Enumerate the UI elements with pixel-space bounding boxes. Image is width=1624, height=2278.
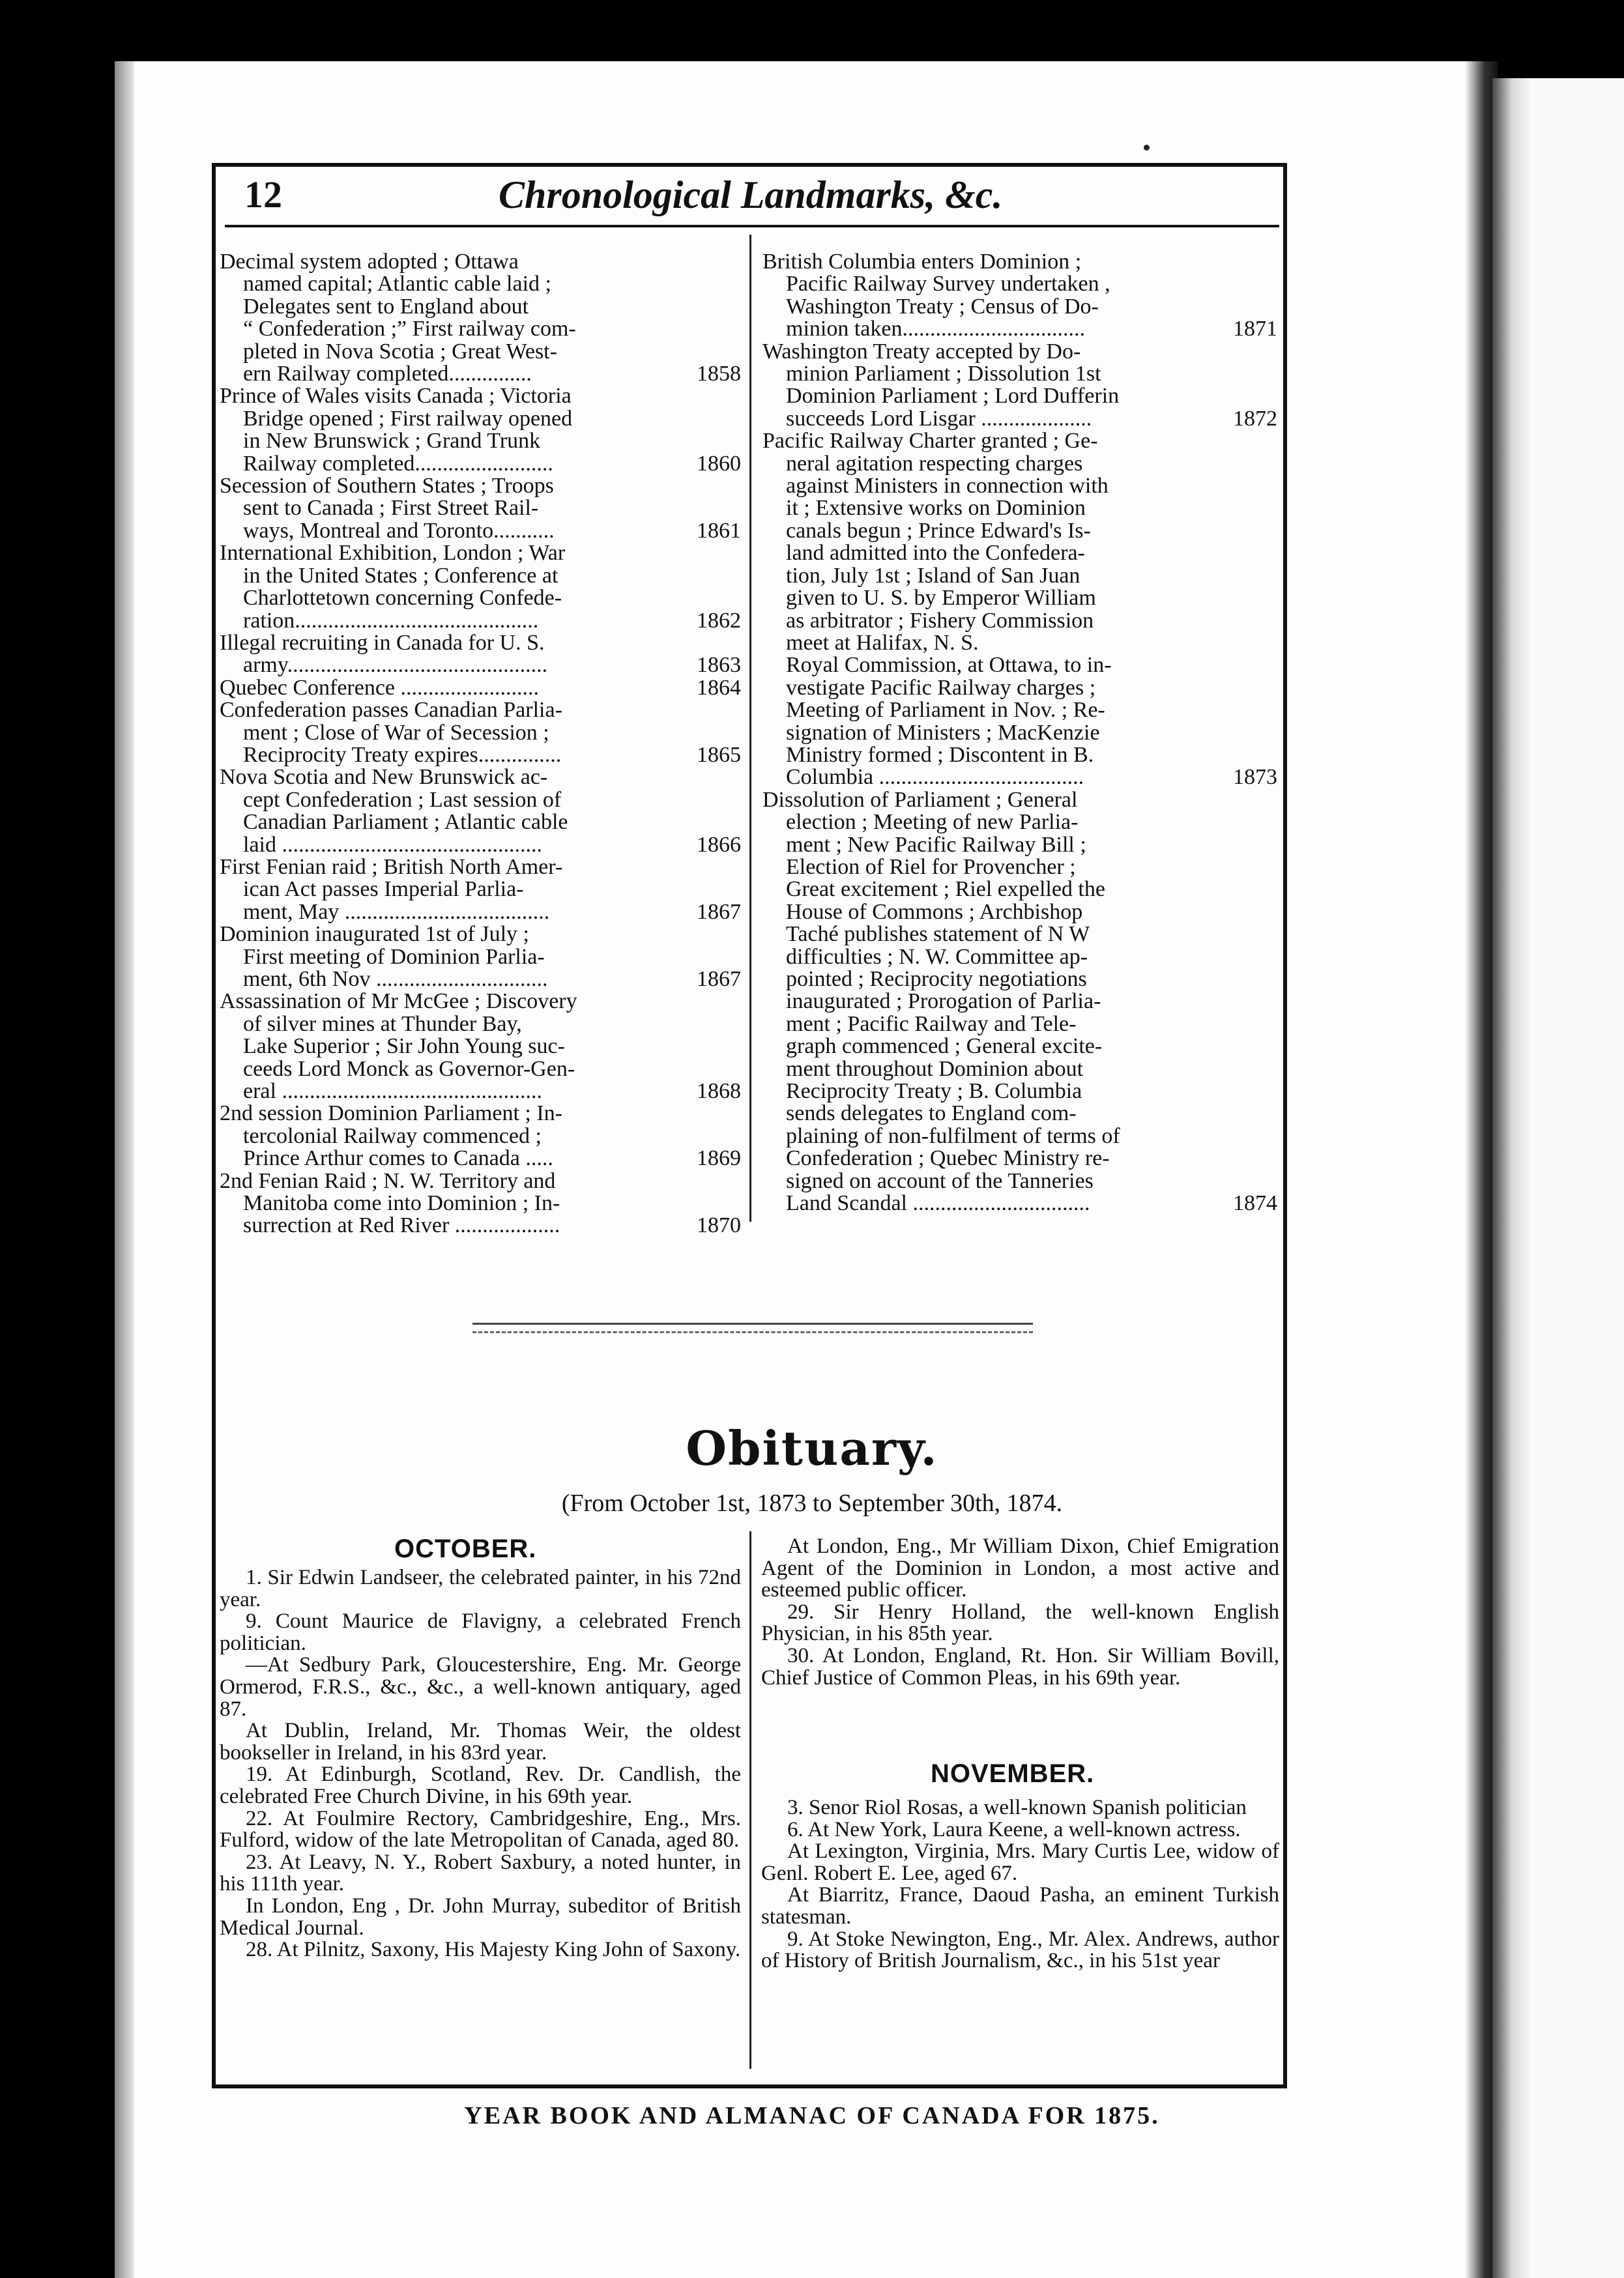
landmark-line: British Columbia enters Dominion ; (762, 250, 1082, 274)
landmark-line: Pacific Railway Charter granted ; Ge- (762, 429, 1098, 454)
landmarks-right-column (762, 251, 1277, 1215)
landmark-line: minion Parliament ; Dissolution 1st (786, 362, 1101, 386)
landmark-year: 1864 (697, 675, 741, 700)
landmark-line: vestigate Pacific Railway charges ; (786, 675, 1096, 700)
landmark-line: Prince of Wales visits Canada ; Victoria (220, 384, 572, 409)
landmark-line: Secession of Southern States ; Troops (220, 474, 554, 498)
obituary-entry: 1. Sir Edwin Landseer, the celebrated painter, in his 72nd year. (220, 1566, 741, 1611)
landmark-line: given to U. S. by Emperor William (786, 586, 1096, 611)
landmark-year: 1867 (697, 967, 741, 991)
landmark-entry (220, 385, 741, 475)
landmark-line: Illegal recruiting in Canada for U. S. (220, 630, 545, 655)
landmark-entry (220, 766, 741, 856)
landmark-year: 1873 (1233, 765, 1277, 790)
landmark-line: 2nd Fenian Raid ; N. W. Territory and (220, 1168, 556, 1193)
landmark-line: ment, May ..................................... (243, 899, 550, 924)
november-heading: NOVEMBER. (931, 1759, 1095, 1788)
landmark-line: Railway completed......................... (243, 451, 553, 476)
landmark-line: First Fenian raid ; British North Amer- (220, 854, 563, 879)
landmark-line: Land Scandal ................................ (786, 1191, 1090, 1216)
landmark-line: Confederation ; Quebec Ministry re- (786, 1146, 1110, 1171)
landmark-line: graph commenced ; General excite- (786, 1034, 1103, 1059)
obituary-entry: 30. At London, England, Rt. Hon. Sir William Bovill, Chief Justice of Common Pleas, in his 69th year. (761, 1643, 1279, 1690)
landmark-line: cept Confederation ; Last session of (243, 787, 562, 812)
landmark-year: 1870 (697, 1213, 741, 1238)
landmark-line: election ; Meeting of new Parlia- (786, 810, 1079, 835)
landmark-line: succeeds Lord Lisgar .................... (786, 406, 1092, 431)
landmark-line: tercolonial Railway commenced ; (243, 1123, 542, 1148)
landmark-year: 1866 (697, 832, 741, 857)
landmark-line: as arbitrator ; Fishery Commission (786, 608, 1094, 633)
obituary-entry: At Dublin, Ireland, Mr. Thomas Weir, the oldest bookseller in Ireland, in his 83rd year. (220, 1719, 741, 1765)
landmark-line: named capital; Atlantic cable laid ; (243, 272, 551, 296)
obituary-entry: 22. At Foulmire Rectory, Cambridgeshire, Eng., Mrs. Fulford, widow of the late Metropolitan of Canada, aged 80. (220, 1806, 741, 1853)
landmark-line: Delegates sent to England about (243, 294, 529, 319)
landmark-line: Reciprocity Treaty ; B. Columbia (786, 1079, 1082, 1104)
landmark-line: ment throughout Dominion about (786, 1056, 1084, 1081)
landmark-line: Royal Commission, at Ottawa, to in- (786, 653, 1112, 678)
landmark-line: Dominion inaugurated 1st of July ; (220, 922, 530, 947)
landmark-line: Bridge opened ; First railway opened (243, 406, 573, 431)
obituary-title: Obituary. (686, 1420, 938, 1476)
landmark-line: Quebec Conference ......................... (220, 675, 540, 700)
ink-spot (1144, 145, 1150, 151)
landmark-line: Prince Arthur comes to Canada ..... (243, 1146, 553, 1171)
running-title: Chronological Landmarks, &c. (499, 173, 1003, 216)
landmark-year: 1871 (1233, 317, 1277, 341)
obituary-entry: At Biarritz, France, Daoud Pasha, an eminent Turkish statesman. (761, 1883, 1279, 1929)
landmark-year: 1869 (697, 1146, 741, 1171)
landmark-entry (220, 677, 741, 699)
obituary-entry: 3. Senor Riol Rosas, a well-known Spanish politician (787, 1796, 1247, 1819)
obituary-entry: —At Sedbury Park, Gloucestershire, Eng. Mr. George Ormerod, F.R.S., &c., &c., a well-known antiquary, aged 87. (220, 1653, 741, 1721)
november-obituaries (761, 1797, 1279, 1972)
landmark-entry (220, 990, 741, 1103)
landmark-line: tion, July 1st ; Island of San Juan (786, 563, 1080, 588)
obituary-entry: In London, Eng , Dr. John Murray, subeditor of British Medical Journal. (220, 1894, 741, 1940)
obituary-entry: 23. At Leavy, N. Y., Robert Saxbury, a noted hunter, in his 111th year. (220, 1850, 741, 1896)
october-obituaries-continued (761, 1536, 1279, 1689)
landmark-line: pleted in Nova Scotia ; Great West- (243, 339, 557, 364)
landmark-year: 1867 (697, 899, 741, 924)
landmark-year: 1861 (697, 518, 741, 543)
landmark-line: ment ; Close of War of Secession ; (243, 720, 549, 745)
landmark-line: in New Brunswick ; Grand Trunk (243, 429, 541, 454)
landmark-line: Assassination of Mr McGee ; Discovery (220, 989, 577, 1014)
landmark-line: Dissolution of Parliament ; General (762, 787, 1078, 812)
landmark-entry (762, 789, 1277, 1215)
landmark-line: it ; Extensive works on Dominion (786, 496, 1086, 521)
obituary-entry: 28. At Pilnitz, Saxony, His Majesty King John of Saxony. (246, 1938, 741, 1962)
landmark-line: ways, Montreal and Toronto........... (243, 518, 555, 543)
landmark-entry (220, 251, 741, 385)
landmark-line: neral agitation respecting charges (786, 451, 1083, 476)
landmark-year: 1872 (1233, 406, 1277, 431)
landmark-line: Decimal system adopted ; Ottawa (220, 250, 519, 274)
landmark-line: ican Act passes Imperial Parlia- (243, 877, 524, 902)
landmark-entry (762, 251, 1277, 341)
landmark-year: 1860 (697, 451, 741, 476)
obituary-entry: 6. At New York, Laura Keene, a well-known actress. (787, 1817, 1241, 1841)
landmark-entry (220, 542, 741, 632)
landmark-line: land admitted into the Confedera- (786, 541, 1085, 566)
landmark-line: eral ............................................... (243, 1079, 542, 1104)
landmark-line: in the United States ; Conference at (243, 563, 558, 588)
landmark-line: 2nd session Dominion Parliament ; In- (220, 1101, 563, 1126)
landmark-year: 1868 (697, 1079, 741, 1104)
page-footer: YEAR BOOK AND ALMANAC OF CANADA FOR 1875. (464, 2102, 1160, 2129)
page-header (218, 173, 1281, 225)
landmark-line: Ministry formed ; Discontent in B. (786, 742, 1094, 767)
landmark-year: 1874 (1233, 1191, 1277, 1216)
obituary-entry: At London, Eng., Mr William Dixon, Chief Emigration Agent of the Dominion in London, a most active and esteemed public officer. (761, 1535, 1279, 1602)
landmark-line: International Exhibition, London ; War (220, 541, 566, 566)
landmark-entry (220, 699, 741, 766)
landmark-entry (220, 856, 741, 923)
landmark-line: Nova Scotia and New Brunswick ac- (220, 765, 548, 790)
landmark-entry (220, 923, 741, 990)
landmark-line: Reciprocity Treaty expires............... (243, 742, 562, 767)
landmark-line: inaugurated ; Prorogation of Parlia- (786, 989, 1101, 1014)
landmark-line: Columbia ..................................... (786, 765, 1084, 790)
landmark-line: Manitoba come into Dominion ; In- (243, 1191, 560, 1216)
landmark-line: Pacific Railway Survey undertaken , (786, 272, 1110, 296)
landmark-line: Washington Treaty ; Census of Do- (786, 294, 1099, 319)
landmark-line: signation of Ministers ; MacKenzie (786, 720, 1100, 745)
landmark-line: Dominion Parliament ; Lord Dufferin (786, 384, 1120, 409)
landmark-line: against Ministers in connection with (786, 474, 1109, 498)
landmark-line: Charlottetown concerning Confede- (243, 586, 562, 611)
landmark-line: minion taken................................. (786, 317, 1085, 341)
landmark-line: laid ............................................... (243, 832, 542, 857)
landmark-year: 1863 (697, 653, 741, 678)
obituary-entry: At Lexington, Virginia, Mrs. Mary Curtis Lee, widow of Genl. Robert E. Lee, aged 67. (761, 1839, 1279, 1885)
section-divider (472, 1323, 1033, 1333)
landmark-line: canals begun ; Prince Edward's Is- (786, 518, 1091, 543)
obituary-entry: 9. Count Maurice de Flavigny, a celebrated French politician. (220, 1609, 741, 1655)
landmark-line: surrection at Red River ................... (243, 1213, 560, 1238)
landmark-year: 1865 (697, 742, 741, 767)
landmark-line: Confederation passes Canadian Parlia- (220, 698, 562, 723)
landmark-entry (220, 1103, 741, 1170)
landmark-line: ment, 6th Nov ............................... (243, 967, 548, 991)
obituary-entry: 9. At Stoke Newington, Eng., Mr. Alex. Andrews, author of History of British Journalism, &c., in his 51st year (761, 1927, 1279, 1973)
landmark-entry (220, 475, 741, 542)
landmark-line: Lake Superior ; Sir John Young suc- (243, 1034, 565, 1059)
landmarks-left-column (220, 251, 741, 1237)
header-rule (225, 225, 1279, 227)
landmark-line: sent to Canada ; First Street Rail- (243, 496, 539, 521)
landmark-line: Meeting of Parliament in Nov. ; Re- (786, 698, 1105, 723)
adjacent-page (1492, 78, 1624, 2278)
page-left-edge (115, 61, 134, 2278)
landmark-line: meet at Halifax, N. S. (786, 630, 979, 655)
landmark-year: 1862 (697, 608, 741, 633)
landmark-line: Canadian Parliament ; Atlantic cable (243, 810, 568, 835)
landmark-entry (762, 430, 1277, 789)
landmark-line: Election of Riel for Provencher ; (786, 854, 1076, 879)
landmark-year: 1858 (697, 362, 741, 386)
october-heading: OCTOBER. (394, 1535, 537, 1563)
landmark-line: difficulties ; N. W. Committee ap- (786, 944, 1088, 969)
landmark-entry (762, 341, 1277, 431)
landmark-line: First meeting of Dominion Parlia- (243, 944, 545, 969)
landmark-line: ration............................................ (243, 608, 539, 633)
landmark-line: ceeds Lord Monck as Governor-Gen- (243, 1056, 575, 1081)
landmark-line: ment ; New Pacific Railway Bill ; (786, 832, 1086, 857)
obituary-entry: 29. Sir Henry Holland, the well-known English Physician, in his 85th year. (761, 1600, 1279, 1646)
obituary-column-divider (749, 1531, 751, 2069)
landmark-line: of silver mines at Thunder Bay, (243, 1011, 522, 1036)
landmark-line: signed on account of the Tanneries (786, 1168, 1094, 1193)
landmark-line: “ Confederation ;” First railway com- (243, 317, 576, 341)
landmark-line: ment ; Pacific Railway and Tele- (786, 1011, 1077, 1036)
landmark-entry (220, 632, 741, 677)
landmark-line: ern Railway completed............... (243, 362, 532, 386)
landmark-line: House of Commons ; Archbishop (786, 899, 1083, 924)
obituary-entry: 19. At Edinburgh, Scotland, Rev. Dr. Candlish, the celebrated Free Church Divine, in his 69th year. (220, 1763, 741, 1808)
landmark-entry (220, 1170, 741, 1237)
landmark-line: Great excitement ; Riel expelled the (786, 877, 1105, 902)
page-number: 12 (244, 173, 282, 216)
obituary-subtitle: (From October 1st, 1873 to September 30th, 1874. (561, 1490, 1063, 1517)
october-obituaries (220, 1567, 741, 1961)
landmark-line: pointed ; Reciprocity negotiations (786, 967, 1087, 991)
column-divider (749, 235, 751, 1222)
landmark-line: sends delegates to England com- (786, 1101, 1077, 1126)
landmark-line: Taché publishes statement of N W (786, 922, 1090, 947)
landmark-line: plaining of non-fulfilment of terms of (786, 1123, 1120, 1148)
landmark-line: army............................................... (243, 653, 548, 678)
landmark-line: Washington Treaty accepted by Do- (762, 339, 1081, 364)
